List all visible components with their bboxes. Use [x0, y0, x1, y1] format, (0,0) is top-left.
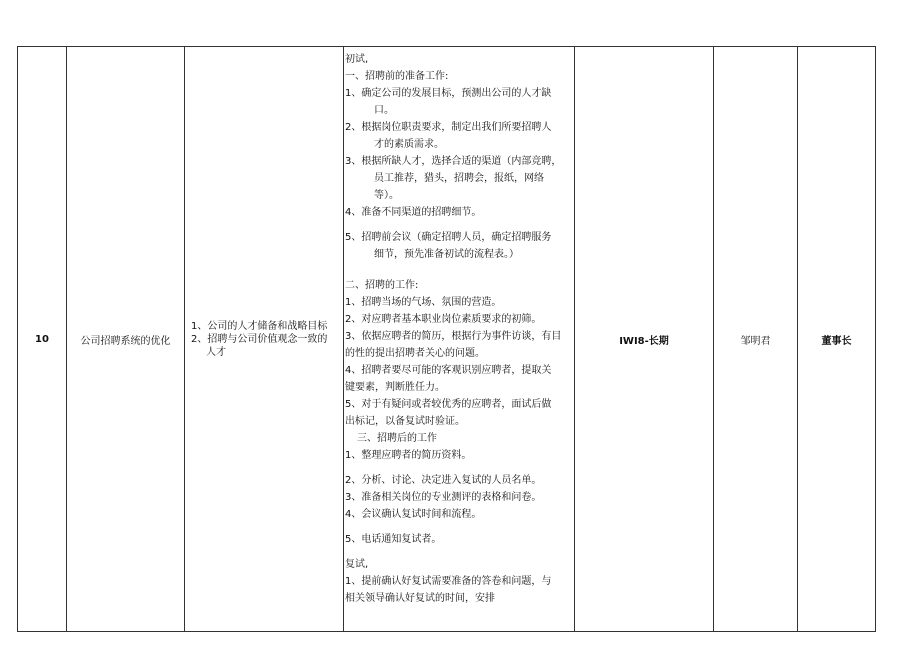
content-line: 3、准备相关岗位的专业测评的表格和问卷。: [345, 492, 542, 503]
plan-table: [17, 46, 876, 632]
goals-cell: [185, 47, 344, 632]
content-line: 2、根据岗位职责要求，制定出我们所要招聘人: [345, 122, 552, 133]
goal-item-2: 2、招聘与公司价值观念一致的: [191, 333, 328, 345]
content-line: 才的素质需求。: [374, 139, 444, 150]
goal-item-1: 1、公司的人才储备和战略目标: [191, 320, 328, 332]
content-line: 初试,: [345, 54, 369, 65]
table-row: [18, 47, 876, 632]
content-line: 1、提前确认好复试需要准备的答卷和问题，与: [345, 576, 552, 587]
content-line: 员工推荐，猎头，招聘会，报纸，网络: [374, 173, 544, 184]
content-line: 5、对于有疑问或者较优秀的应聘者，面试后做: [345, 399, 552, 410]
content-line: 1、招聘当场的气场、氛围的营造。: [345, 297, 502, 308]
content-line: 3、根据所缺人才，选择合适的渠道（内部竞聘，: [345, 156, 562, 167]
content-line: 2、对应聘者基本职业岗位素质要求的初筛。: [345, 314, 542, 325]
content-line: 4、会议确认复试时间和流程。: [345, 509, 482, 520]
content-line: 的性的提出招聘者关心的问题。: [345, 348, 485, 359]
recruitment-steps: [344, 47, 574, 631]
content-line: 2、分析、讨论、决定进入复试的人员名单。: [345, 475, 542, 486]
content-line: 1、整理应聘者的简历资料。: [345, 450, 472, 461]
content-line: 相关领导确认好复试的时间，安排: [345, 593, 495, 604]
period-cell: IWI8-长期: [575, 47, 714, 632]
section-heading: 三、招聘后的工作: [357, 433, 437, 444]
goal-item-2-cont: 人才: [206, 346, 226, 358]
approver-cell: 董事长: [798, 47, 876, 632]
content-line: 口。: [374, 105, 394, 116]
content-line: 5、招聘前会议（确定招聘人员，确定招聘服务: [345, 232, 552, 243]
project-name: 公司招聘系统的优化: [67, 47, 185, 632]
content-line: 细节，预先准备初试的流程表。）: [374, 249, 519, 260]
content-line: 4、准备不同渠道的招聘细节。: [345, 207, 482, 218]
section-heading: 一、招聘前的准备工作:: [345, 71, 449, 82]
owner-cell: 邹明君: [714, 47, 798, 632]
content-cell: [344, 47, 575, 632]
content-line: 5、电话通知复试者。: [345, 534, 442, 545]
content-line: 1、确定公司的发展目标，预测出公司的人才缺: [345, 88, 552, 99]
content-line: 4、招聘者要尽可能的客观识别应聘者，提取关: [345, 365, 552, 376]
content-line: 键要素，判断胜任力。: [345, 382, 445, 393]
row-number: 10: [18, 47, 67, 632]
content-line: 等）。: [374, 190, 399, 201]
section-heading: 复试,: [345, 559, 369, 570]
section-heading: 二、招聘的工作:: [345, 280, 419, 291]
content-line: 出标记，以备复试时验证。: [345, 416, 465, 427]
content-line: 3、依据应聘者的简历，根据行为事件访谈，有目: [345, 331, 562, 342]
